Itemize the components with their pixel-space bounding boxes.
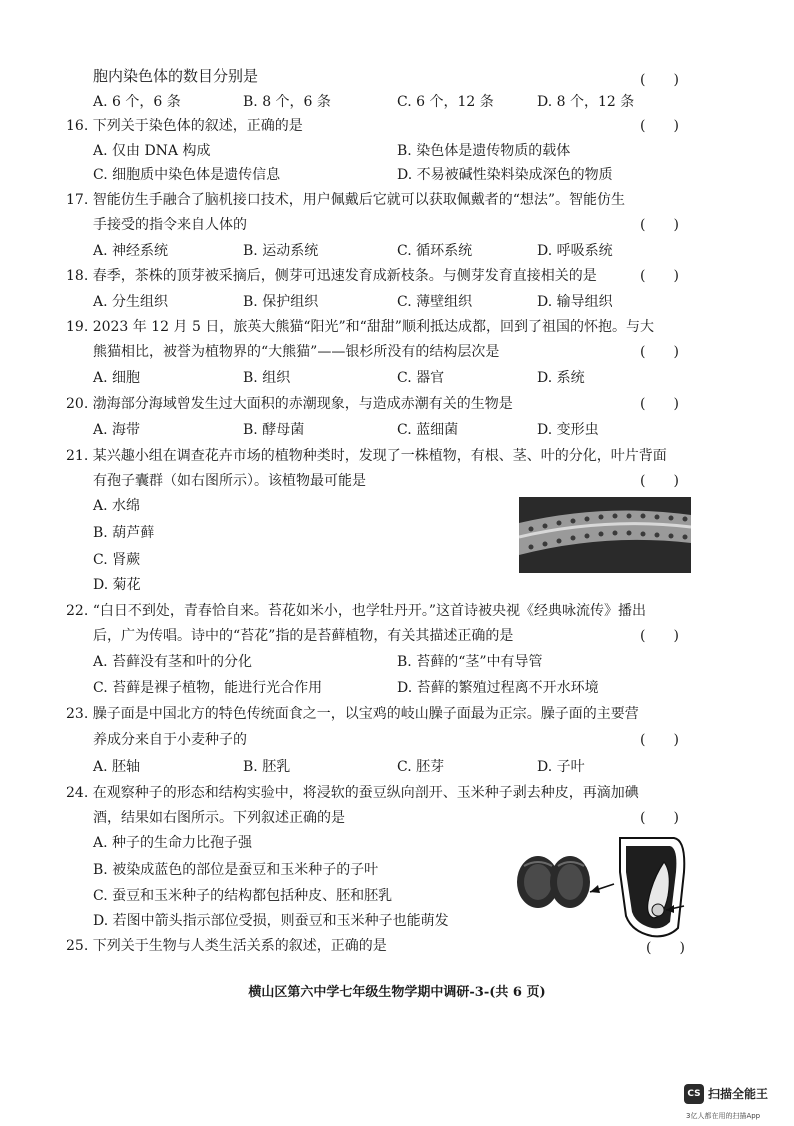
q25-stem: 25. 下列关于生物与人类生活关系的叙述，正确的是 xyxy=(66,938,387,954)
q15-option-d: D. 8 个，12 条 xyxy=(537,94,635,110)
q17-option-a: A. 神经系统 xyxy=(93,243,169,259)
q18-option-c: C. 薄壁组织 xyxy=(397,294,473,310)
broad-bean-icon xyxy=(517,856,590,908)
q17-option-c: C. 循环系统 xyxy=(397,243,473,259)
q15-paren: ( ) xyxy=(640,72,679,88)
q17-option-d: D. 呼吸系统 xyxy=(537,243,613,259)
q22-option-d: D. 苔藓的繁殖过程离不开水环境 xyxy=(397,680,599,696)
q21-paren: ( ) xyxy=(640,473,679,489)
q24-line-1: 24. 在观察种子的形态和结构实验中，将浸软的蚕豆纵向剖开、玉米种子剥去种皮，再滴加碘 xyxy=(66,785,639,801)
q18-paren: ( ) xyxy=(640,268,679,284)
q18-option-d: D. 输导组织 xyxy=(537,294,613,310)
q19-line-2: 熊猫相比，被誉为植物界的“大熊猫”——银杉所没有的结构层次是 xyxy=(93,344,500,360)
q19-option-c: C. 器官 xyxy=(397,370,445,386)
q16-option-b: B. 染色体是遗传物质的载体 xyxy=(397,143,571,159)
q15-option-b: B. 8 个，6 条 xyxy=(243,94,331,110)
seed-iodine-figure xyxy=(514,832,694,940)
q17-option-b: B. 运动系统 xyxy=(243,243,319,259)
q18-stem: 18. 春季，茶株的顶芽被采摘后，侧芽可迅速发育成新枝条。与侧芽发育直接相关的是 xyxy=(66,268,597,284)
q24-option-c: C. 蚕豆和玉米种子的结构都包括种皮、胚和胚乳 xyxy=(93,888,393,904)
q16-option-c: C. 细胞质中染色体是遗传信息 xyxy=(93,167,281,183)
q17-paren: ( ) xyxy=(640,217,679,233)
q20-option-c: C. 蓝细菌 xyxy=(397,422,459,438)
q16-option-d: D. 不易被碱性染料染成深色的物质 xyxy=(397,167,613,183)
q23-paren: ( ) xyxy=(640,732,679,748)
q22-paren: ( ) xyxy=(640,628,679,644)
q24-option-b: B. 被染成蓝色的部位是蚕豆和玉米种子的子叶 xyxy=(93,862,379,878)
q16-paren: ( ) xyxy=(640,118,679,134)
q23-option-a: A. 胚轴 xyxy=(93,759,141,775)
q23-option-c: C. 胚芽 xyxy=(397,759,445,775)
q21-option-a: A. 水绵 xyxy=(93,498,141,514)
q23-option-d: D. 子叶 xyxy=(537,759,585,775)
q20-option-b: B. 酵母菌 xyxy=(243,422,305,438)
q22-option-a: A. 苔藓没有茎和叶的分化 xyxy=(93,654,253,670)
q21-option-d: D. 菊花 xyxy=(93,577,141,593)
q18-option-a: A. 分生组织 xyxy=(93,294,169,310)
q19-paren: ( ) xyxy=(640,344,679,360)
q20-option-d: D. 变形虫 xyxy=(537,422,599,438)
q19-option-a: A. 细胞 xyxy=(93,370,141,386)
q19-line-1: 19. 2023 年 12 月 5 日，旅英大熊猫“阳光”和“甜甜”顺利抵达成都，回到了祖国的怀抱。与大 xyxy=(66,319,654,335)
scanner-tagline: 3亿人都在用的扫描App xyxy=(686,1112,761,1120)
q24-option-d: D. 若图中箭头指示部位受损，则蚕豆和玉米种子也能萌发 xyxy=(93,913,449,929)
q20-stem: 20. 渤海部分海域曾发生过大面积的赤潮现象，与造成赤潮有关的生物是 xyxy=(66,396,513,412)
q22-line-1: 22. “白日不到处，青春恰自来。苔花如米小，也学牡丹开。”这首诗被央视《经典咏流传》播出 xyxy=(66,603,647,619)
q24-line-2: 酒，结果如右图所示。下列叙述正确的是 xyxy=(93,810,345,826)
q22-option-c: C. 苔藓是裸子植物，能进行光合作用 xyxy=(93,680,323,696)
q21-line-2: 有孢子囊群（如右图所示）。该植物最可能是 xyxy=(93,473,366,489)
q15-option-a: A. 6 个，6 条 xyxy=(93,94,181,110)
q21-option-b: B. 葫芦藓 xyxy=(93,525,155,541)
q23-option-b: B. 胚乳 xyxy=(243,759,291,775)
page-footer: 横山区第六中学七年级生物学期中调研-3-(共 6 页) xyxy=(248,985,546,1000)
q21-option-c: C. 肾蕨 xyxy=(93,552,141,568)
q25-paren: ( ) xyxy=(646,940,685,956)
q23-line-2: 养成分来自于小麦种子的 xyxy=(93,732,247,748)
q24-paren: ( ) xyxy=(640,810,679,826)
corn-seed-icon xyxy=(620,838,684,936)
q17-line-1: 17. 智能仿生手融合了脑机接口技术，用户佩戴后它就可以获取佩戴者的“想法”。智能仿生 xyxy=(66,192,626,208)
camscanner-logo-icon: CS xyxy=(684,1084,704,1104)
fern-sori-figure xyxy=(519,497,691,573)
q19-option-d: D. 系统 xyxy=(537,370,585,386)
q21-line-1: 21. 某兴趣小组在调查花卉市场的植物种类时，发现了一株植物，有根、茎、叶的分化，叶片背面 xyxy=(66,448,667,464)
q16-stem: 16. 下列关于染色体的叙述，正确的是 xyxy=(66,118,303,134)
q18-option-b: B. 保护组织 xyxy=(243,294,319,310)
scanner-app-name: 扫描全能王 xyxy=(708,1087,769,1101)
q24-option-a: A. 种子的生命力比孢子强 xyxy=(93,835,253,851)
q22-option-b: B. 苔藓的“茎”中有导管 xyxy=(397,654,543,670)
q22-line-2: 后，广为传唱。诗中的“苔花”指的是苔藓植物，有关其描述正确的是 xyxy=(93,628,514,644)
q17-line-2: 手接受的指令来自人体的 xyxy=(93,217,247,233)
q23-line-1: 23. 臊子面是中国北方的特色传统面食之一，以宝鸡的岐山臊子面最为正宗。臊子面的主要营 xyxy=(66,706,639,722)
q20-option-a: A. 海带 xyxy=(93,422,141,438)
q15-option-c: C. 6 个，12 条 xyxy=(397,94,494,110)
q15-stem: 胞内染色体的数目分别是 xyxy=(93,67,259,85)
q16-option-a: A. 仅由 DNA 构成 xyxy=(93,143,211,159)
q20-paren: ( ) xyxy=(640,396,679,412)
q19-option-b: B. 组织 xyxy=(243,370,291,386)
